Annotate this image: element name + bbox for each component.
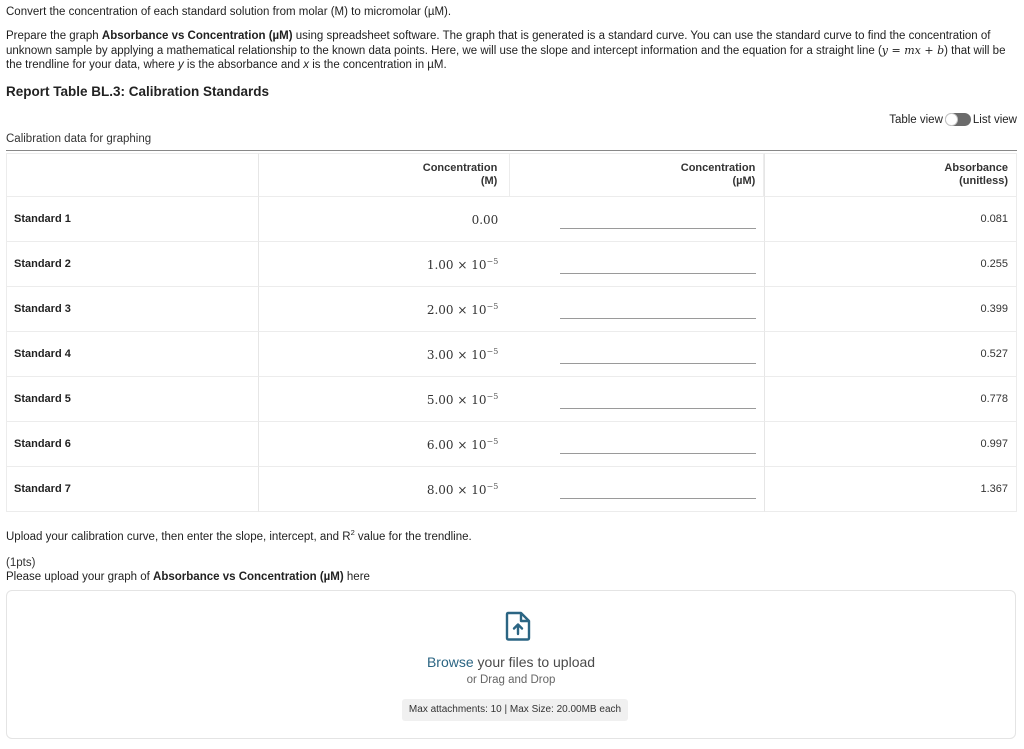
micromolar-input-7[interactable] bbox=[560, 480, 756, 499]
caption-divider bbox=[6, 150, 1017, 151]
absorbance-value: 0.399 bbox=[764, 287, 1017, 332]
file-dropzone[interactable] bbox=[6, 590, 1016, 739]
molar-value: $5.00 \times 10^{-5}$ bbox=[258, 377, 511, 422]
table-row bbox=[6, 467, 1017, 512]
view-toggle bbox=[889, 113, 1017, 126]
table-row bbox=[6, 377, 1017, 422]
absorbance-value: 1.367 bbox=[764, 467, 1017, 512]
micromolar-input-5[interactable] bbox=[560, 390, 756, 409]
absorbance-value: 0.255 bbox=[764, 242, 1017, 287]
table-view-label[interactable]: Table view bbox=[889, 113, 943, 126]
browse-link[interactable]: Browse bbox=[426, 654, 474, 670]
header-absorbance: Absorbance (unitless) bbox=[764, 153, 1017, 197]
standard-label: Standard 4 bbox=[6, 332, 258, 377]
table-row bbox=[6, 422, 1017, 467]
header-blank bbox=[6, 153, 258, 197]
line-equation: y = mx + b bbox=[881, 43, 945, 57]
standard-label: Standard 6 bbox=[6, 422, 258, 467]
absorbance-value: 0.081 bbox=[764, 197, 1017, 242]
browse-text: Browse your files to upload bbox=[426, 654, 596, 670]
upload-instruction: Upload your calibration curve, then enter the slope, intercept, and $R^2$ value for the trendline. bbox=[6, 528, 472, 543]
micromolar-input-1[interactable] bbox=[560, 210, 756, 229]
absorbance-value: 0.997 bbox=[764, 422, 1017, 467]
absorbance-value: 0.778 bbox=[764, 377, 1017, 422]
micromolar-cell bbox=[510, 422, 764, 467]
file-upload-icon bbox=[503, 610, 533, 642]
header-concentration-molar: Concentration (M) bbox=[258, 153, 511, 197]
table-caption: Calibration data for graphing bbox=[6, 133, 152, 145]
standard-label: Standard 3 bbox=[6, 287, 258, 332]
header-concentration-micromolar: Concentration (µM) bbox=[510, 153, 764, 197]
micromolar-input-4[interactable] bbox=[560, 345, 756, 364]
standard-label: Standard 1 bbox=[6, 197, 258, 242]
intro-graph-text: Prepare the graph Absorbance vs Concentration (µM) using spreadsheet software. The graph that is generated is a standard curve. You can use the standard curve to find the concentration of unknown sample by applying a mathematical relationship to the known data points. Here, we will use the slope and intercept information and the equation for a straight line (y = mx + b) that will be the trendline for your data, where y is the absorbance and x is the concentration in µM. bbox=[6, 30, 1006, 71]
drag-drop-text: or Drag and Drop bbox=[466, 674, 556, 686]
micromolar-cell bbox=[510, 467, 764, 512]
standard-label: Standard 7 bbox=[6, 467, 258, 512]
micromolar-input-3[interactable] bbox=[560, 300, 756, 319]
molar-value: $3.00 \times 10^{-5}$ bbox=[258, 332, 511, 377]
micromolar-cell bbox=[510, 287, 764, 332]
standard-label: Standard 5 bbox=[6, 377, 258, 422]
micromolar-cell bbox=[510, 332, 764, 377]
view-toggle-switch[interactable] bbox=[945, 113, 971, 126]
toggle-knob bbox=[945, 113, 958, 126]
micromolar-cell bbox=[510, 197, 764, 242]
molar-value: 0.00 bbox=[258, 197, 511, 242]
molar-value: $2.00 \times 10^{-5}$ bbox=[258, 287, 511, 332]
table-row bbox=[6, 242, 1017, 287]
upload-prompt: Please upload your graph of Absorbance vs Concentration (µM) here bbox=[6, 571, 370, 583]
micromolar-input-6[interactable] bbox=[560, 435, 756, 454]
attachment-limits: Max attachments: 10 | Max Size: 20.00MB each bbox=[402, 699, 628, 721]
molar-value: $6.00 \times 10^{-5}$ bbox=[258, 422, 511, 467]
micromolar-cell bbox=[510, 242, 764, 287]
table-row bbox=[6, 332, 1017, 377]
calibration-table bbox=[6, 153, 1017, 512]
absorbance-value: 0.527 bbox=[764, 332, 1017, 377]
list-view-label[interactable]: List view bbox=[972, 113, 1017, 126]
table-header-row bbox=[6, 153, 1017, 197]
intro-conversion-text: Convert the concentration of each standard solution from molar (M) to micromolar (µM). bbox=[6, 6, 452, 18]
table-row bbox=[6, 287, 1017, 332]
molar-value: $1.00 \times 10^{-5}$ bbox=[258, 242, 511, 287]
molar-value: $8.00 \times 10^{-5}$ bbox=[258, 467, 511, 512]
report-table-title: Report Table BL.3: Calibration Standards bbox=[6, 84, 270, 99]
micromolar-input-2[interactable] bbox=[560, 255, 756, 274]
table-row bbox=[6, 197, 1017, 242]
micromolar-cell bbox=[510, 377, 764, 422]
standard-label: Standard 2 bbox=[6, 242, 258, 287]
points-value: (1pts) bbox=[6, 557, 36, 569]
